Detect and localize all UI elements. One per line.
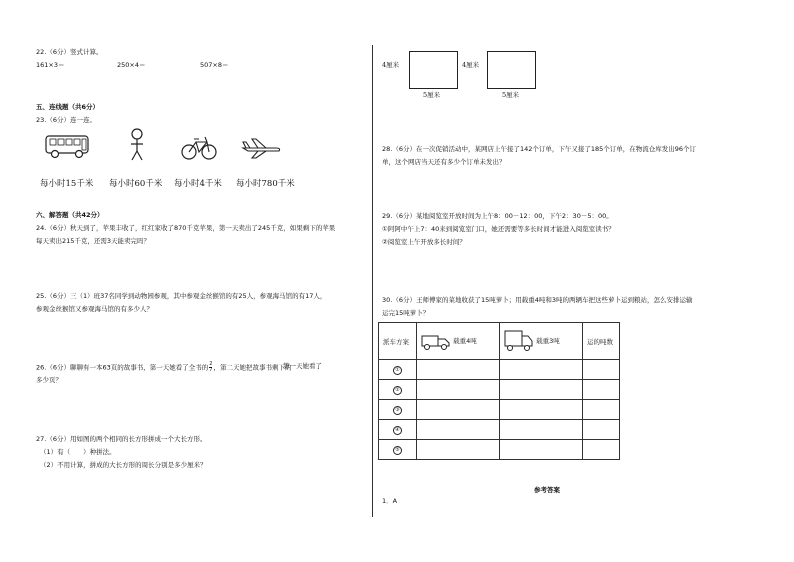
q26-line-2: 多少页？ [36,376,62,384]
header-truck-3t [500,323,583,360]
rectangle-1 [409,51,458,89]
table-row [379,420,620,440]
table-row [379,400,620,420]
row-number: ① [393,366,402,375]
airplane-icon [240,136,282,160]
cell-3t [500,360,583,380]
q26-tail: 第一天她看了 [283,362,322,370]
q30-line-2: 运完15吨萝卜？ [382,309,430,317]
rect1-side-label: 4厘米 [382,61,400,69]
q26-text-b: ，第二天她把故事书剩下的 [213,363,292,372]
cell-4t [417,360,500,380]
cell-tons [583,440,620,460]
truck-3t-icon [504,329,534,353]
truck-4t-label: 载重4吨 [453,337,477,345]
q24-line-1: 24.（6分）秋天到了，苹果丰收了，红红家收了870千克苹果，第一天卖出了245千克，如果剩下的苹果 [36,224,336,232]
speed-label-2: 每小时60千米 [109,179,163,189]
q29-title: 29.（6分）某地阅览室开放时间为上午8：00－12：00，下午2：30－5：00。 [382,212,613,220]
cell-tons [583,400,620,420]
rect1-bottom-label: 5厘米 [423,91,441,99]
q29-sub-2: ②阅览室上午开放多长时间？ [382,238,466,246]
q30-line-1: 30.（6分）王师傅家的菜地收获了15吨萝卜；用载重4吨和3吨的两辆车把这些萝卜运到粮站，怎么安排运输 [382,296,693,304]
q22-expr-1: 161×3＝ [36,61,65,69]
row-number: ② [393,386,402,395]
q27-title: 27.（6分）用如图的两个相同的长方形拼成一个大长方形。 [36,435,207,443]
row-index [379,380,417,400]
q25-line-2: 参观金丝猴馆又参观海马馆的有多少人？ [36,305,153,313]
row-number: ③ [393,406,402,415]
q22-title: 22.（6分）竖式计算。 [36,48,103,56]
rectangle-2 [487,51,536,89]
cell-3t [500,380,583,400]
rect2-side-label: 4厘米 [462,61,480,69]
row-index [379,360,417,380]
row-index [379,420,417,440]
truck-4t-icon [421,331,451,351]
header-tons: 运的吨数 [583,323,620,360]
q26-numerator: 2 [209,361,213,367]
row-index [379,440,417,460]
transport-plan-table [378,322,620,460]
answers-title: 参考答案 [534,486,560,494]
q22-expr-3: 507×8＝ [200,61,229,69]
truck-3t-label: 载重3吨 [536,337,560,345]
q27-sub-2: （2）不用计算，拼成的大长方形的周长分别是多少厘米？ [40,461,207,469]
column-divider [372,45,373,517]
section-6-heading: 六、解答题（共42分） [36,211,104,219]
cell-tons [583,420,620,440]
bus-icon [44,131,90,161]
cell-4t [417,400,500,420]
header-plan: 派车方案 [379,323,417,360]
q28-line-2: 单，这个网店当天还有多少个订单未发出？ [382,158,506,166]
row-number: ⑤ [393,446,402,455]
q29-sub-1: ①阿阿中午上7：40来到阅览室门口，她还需要等多长时间才能进入阅览室读书？ [382,225,615,233]
speed-label-3: 每小时4千米 [174,179,222,189]
cell-3t [500,440,583,460]
rect2-bottom-label: 5厘米 [502,91,520,99]
table-row [379,380,620,400]
q26-denominator: 7 [209,367,213,373]
table-row [379,440,620,460]
cell-3t [500,420,583,440]
speed-label-1: 每小时15千米 [40,179,94,189]
q27-sub-1: （1）有（ ）种拼法。 [40,448,116,456]
q25-line-1: 25.（6分）三（1）班37名同学到动物园参观，其中参观金丝猴馆的有25人，参观海马馆的有17人， [36,292,327,300]
cell-3t [500,400,583,420]
row-index [379,400,417,420]
walking-person-icon [126,127,148,163]
q28-line-1: 28.（6分）在一次促销活动中，某网店上午接了142个订单，下午又接了185个订单，在物流仓库发出96个订 [382,145,697,153]
q26-text-a: 26.（6分）聊聊有一本63页的故事书，第一天她看了全书的 [36,363,209,372]
q22-expr-2: 250×4＝ [117,61,146,69]
q24-line-2: 每天卖出215千克，还需3天能卖完吗？ [36,237,151,245]
q26-fraction [209,362,212,373]
table-row [379,360,620,380]
cell-tons [583,380,620,400]
answer-1: 1．A [382,497,398,505]
cell-4t [417,440,500,460]
bicycle-icon [181,133,217,161]
table-header-row [379,323,620,360]
q26-line-1 [36,362,291,373]
cell-4t [417,420,500,440]
cell-tons [583,360,620,380]
header-truck-4t [417,323,500,360]
speed-label-4: 每小时780千米 [236,179,295,189]
section-5-heading: 五、连线题（共6分） [36,103,100,111]
q23-title: 23.（6分）连一连。 [36,116,96,124]
row-number: ④ [393,426,402,435]
cell-4t [417,380,500,400]
